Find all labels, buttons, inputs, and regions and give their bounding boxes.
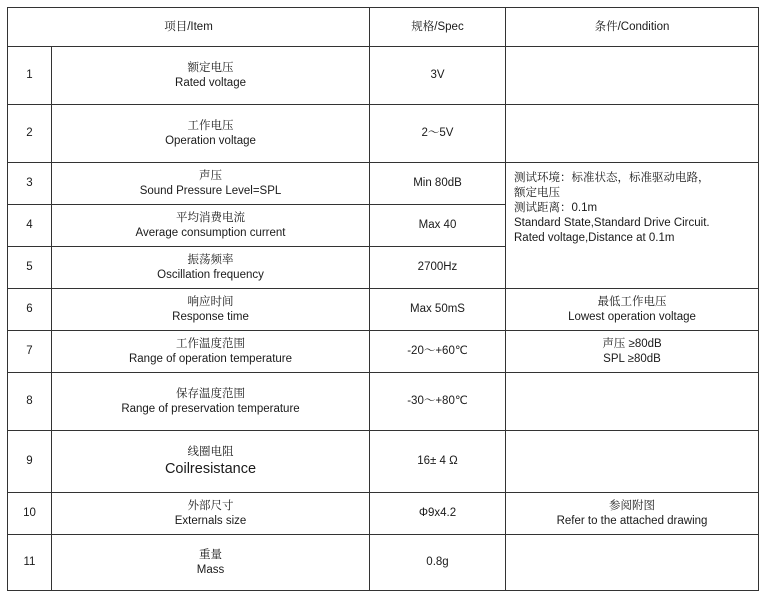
condition-cell bbox=[506, 105, 759, 163]
item-cell bbox=[52, 47, 370, 105]
item-en: Oscillation frequency bbox=[157, 268, 264, 281]
condition-line: 声压 ≥80dB bbox=[602, 337, 662, 350]
condition-lowest-voltage bbox=[506, 289, 759, 331]
item-en: Range of preservation temperature bbox=[121, 402, 300, 415]
item-en: Sound Pressure Level=SPL bbox=[139, 184, 282, 197]
item-zh: 平均消费电流 bbox=[176, 211, 245, 224]
row-number: 2 bbox=[8, 105, 52, 163]
item-zh: 外部尺寸 bbox=[187, 499, 234, 512]
item-zh: 保存温度范围 bbox=[176, 387, 245, 400]
row-number: 4 bbox=[8, 205, 52, 247]
item-cell bbox=[52, 247, 370, 289]
spec-cell: Φ9x4.2 bbox=[370, 493, 506, 535]
row-number: 10 bbox=[8, 493, 52, 535]
condition-line: 额定电压 bbox=[514, 187, 560, 199]
row-number: 11 bbox=[8, 535, 52, 591]
item-en: Coilresistance bbox=[164, 461, 257, 477]
condition-cell bbox=[506, 535, 759, 591]
condition-cell bbox=[506, 373, 759, 431]
table-row bbox=[8, 289, 759, 331]
condition-line: 测试环境：标准状态，标准驱动电路， bbox=[514, 172, 710, 184]
spec-cell: Min 80dB bbox=[370, 163, 506, 205]
row-number: 1 bbox=[8, 47, 52, 105]
table-row bbox=[8, 431, 759, 493]
item-zh: 额定电压 bbox=[187, 61, 234, 74]
item-en: Average consumption current bbox=[135, 226, 286, 239]
item-en: Response time bbox=[172, 310, 249, 323]
row-number: 9 bbox=[8, 431, 52, 493]
item-en: Range of operation temperature bbox=[128, 352, 293, 365]
header-row bbox=[8, 8, 759, 47]
table-row bbox=[8, 493, 759, 535]
condition-line: SPL ≥80dB bbox=[603, 352, 661, 365]
condition-line: 测试距离：0.1m bbox=[514, 202, 598, 214]
spec-cell: 2700Hz bbox=[370, 247, 506, 289]
item-cell bbox=[52, 535, 370, 591]
header-item: 项目/Item bbox=[8, 8, 370, 47]
spec-cell: -20～+60℃ bbox=[370, 331, 506, 373]
condition-cell bbox=[506, 431, 759, 493]
condition-en: Lowest operation voltage bbox=[568, 310, 696, 323]
table-row bbox=[8, 47, 759, 105]
item-zh: 声压 bbox=[199, 169, 222, 182]
item-en: Externals size bbox=[174, 514, 247, 527]
spec-table bbox=[7, 7, 759, 591]
table-row bbox=[8, 105, 759, 163]
header-condition: 条件/Condition bbox=[506, 8, 759, 47]
condition-line: Rated voltage,Distance at 0.1m bbox=[514, 232, 675, 244]
spec-cell: 16± 4 Ω bbox=[370, 431, 506, 493]
item-en: Operation voltage bbox=[165, 134, 256, 147]
table-row bbox=[8, 331, 759, 373]
spec-cell: 0.8g bbox=[370, 535, 506, 591]
condition-zh: 参阅附图 bbox=[609, 499, 655, 512]
header-spec: 规格/Spec bbox=[370, 8, 506, 47]
spec-cell: Max 50mS bbox=[370, 289, 506, 331]
item-zh: 工作电压 bbox=[187, 119, 234, 132]
condition-line: Standard State,Standard Drive Circuit. bbox=[514, 217, 710, 229]
condition-cell bbox=[506, 47, 759, 105]
item-cell bbox=[52, 431, 370, 493]
item-zh: 振荡频率 bbox=[187, 253, 234, 266]
item-cell bbox=[52, 331, 370, 373]
item-zh: 响应时间 bbox=[187, 295, 234, 308]
item-en: Mass bbox=[196, 563, 225, 576]
condition-spl bbox=[506, 331, 759, 373]
item-zh: 重量 bbox=[199, 548, 222, 561]
condition-attached-drawing bbox=[506, 493, 759, 535]
condition-zh: 最低工作电压 bbox=[597, 295, 667, 308]
spec-cell: 2～5V bbox=[370, 105, 506, 163]
condition-en: Refer to the attached drawing bbox=[556, 514, 708, 527]
table-row bbox=[8, 163, 759, 205]
item-cell bbox=[52, 289, 370, 331]
spec-cell: Max 40 bbox=[370, 205, 506, 247]
spec-cell: 3V bbox=[370, 47, 506, 105]
item-zh: 工作温度范围 bbox=[176, 337, 245, 350]
condition-test-environment bbox=[506, 163, 759, 289]
row-number: 3 bbox=[8, 163, 52, 205]
table-row bbox=[8, 535, 759, 591]
item-en: Rated voltage bbox=[175, 76, 246, 89]
row-number: 8 bbox=[8, 373, 52, 431]
item-zh: 线圈电阻 bbox=[187, 446, 234, 458]
item-cell bbox=[52, 493, 370, 535]
item-cell bbox=[52, 105, 370, 163]
item-cell bbox=[52, 163, 370, 205]
table-row bbox=[8, 373, 759, 431]
item-cell bbox=[52, 373, 370, 431]
row-number: 5 bbox=[8, 247, 52, 289]
item-cell bbox=[52, 205, 370, 247]
spec-cell: -30～+80℃ bbox=[370, 373, 506, 431]
row-number: 6 bbox=[8, 289, 52, 331]
row-number: 7 bbox=[8, 331, 52, 373]
